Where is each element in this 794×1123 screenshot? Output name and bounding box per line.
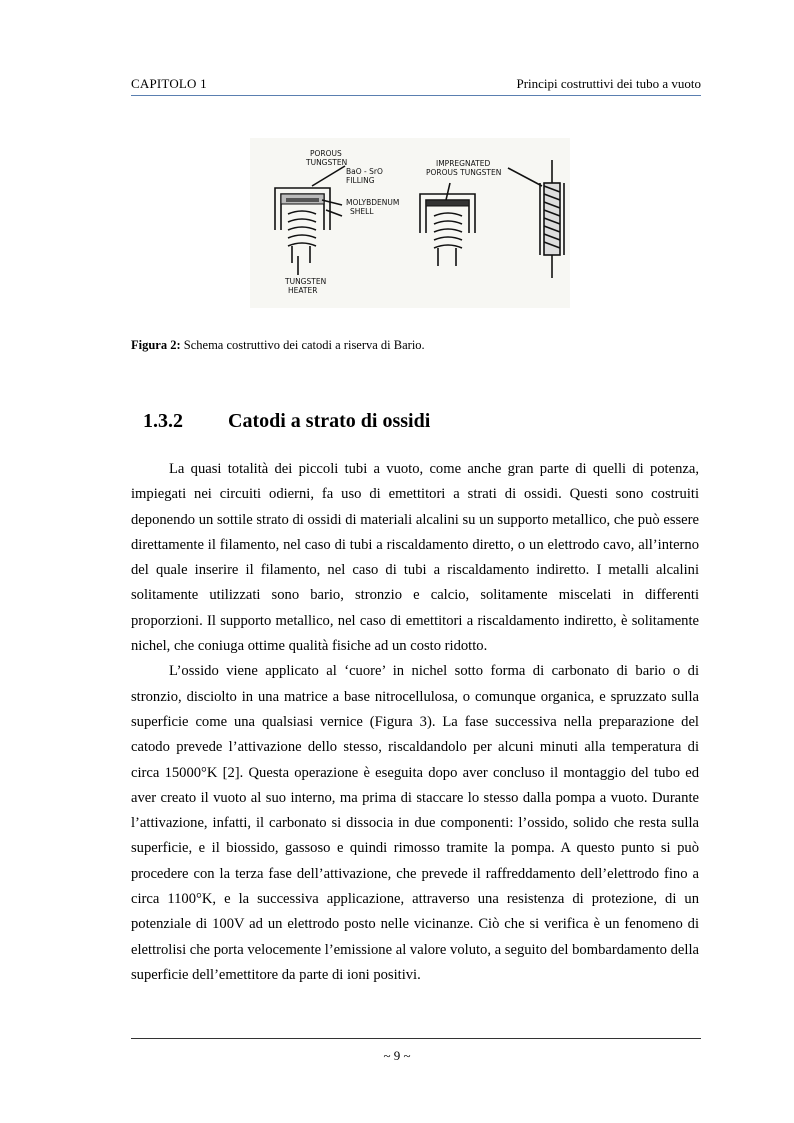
label-porous-1: POROUS [310, 149, 342, 158]
caption-label: Figura 2: [131, 338, 181, 352]
page-header [131, 76, 701, 94]
section-number: 1.3.2 [143, 410, 183, 432]
page-number: ~ 9 ~ [383, 1048, 411, 1063]
footer-divider [131, 1038, 701, 1039]
paragraph: L’ossido viene applicato al ‘cuore’ in nichel sotto forma di carbonato di bario o di stronzio, disciolto in una matrice a base nitrocellulosa, o comunque organica, e spruzzato sulla superficie come una qualsiasi vernice (Figura 3). La fase successiva nella preparazione del catodo prevede l’attivazione dello stesso, riscaldandolo per alcuni minuti alla temperatura di circa 15000°K [2]. Questa operazione è eseguita dopo aver concluso il montaggio del tubo ed aver creato il vuoto al suo interno, ma prima di staccare lo stesso dalla pompa a vuoto. Durante l’attivazione, infatti, il carbonato si dissocia in due componenti: l’ossido, solido che resta sulla superficie, e il biossido, gassoso e quindi rimosso tramite la pompa. A questo punto si può procedere con la terza fase dell’attivazione, che prevede il raffreddamento dell’elettrodo fino a circa 1100°K, e la successiva applicazione, attraverso una resistenza di protezione, di un potenziale di 100V ad un elettrodo posto nelle vicinanze. Ciò che si verifica è un fenomeno di elettrolisi che porta velocemente l’emissione al valore voluto, a seguito del bombardamento della superficie dell’emettitore da parte di ioni positivi. [131, 663, 699, 983]
chapter-label: CAPITOLO 1 [131, 76, 207, 91]
label-porous-2: TUNGSTEN [306, 158, 348, 167]
section-title: Catodi a strato di ossidi [228, 410, 431, 432]
body-text [131, 457, 699, 988]
section-heading [143, 410, 430, 433]
label-molybdenum-2: SHELL [350, 207, 374, 216]
label-impregnated-1: IMPREGNATED [436, 159, 491, 168]
label-heater-2: HEATER [288, 286, 318, 295]
cathode-diagram [250, 138, 570, 308]
label-filling-2: FILLING [346, 176, 375, 185]
caption-text: Schema costruttivo dei catodi a riserva di Bario. [180, 338, 425, 352]
cathode-figure [250, 138, 570, 308]
label-impregnated-2: POROUS TUNGSTEN [426, 168, 502, 177]
label-filling-1: BaO - SrO [346, 167, 383, 176]
label-heater-1: TUNGSTEN [285, 277, 327, 286]
figure-caption [131, 338, 425, 353]
label-molybdenum-1: MOLYBDENUM [346, 198, 400, 207]
header-title: Principi costruttivi dei tubo a vuoto [516, 76, 701, 91]
paragraph: La quasi totalità dei piccoli tubi a vuoto, come anche gran parte di quelli di potenza, impiegati nei circuiti odierni, fa uso di emettitori a strati di ossidi. Questi sono costruiti deponendo un sottile strato di ossidi di materiali alcalini su un supporto metallico, che può essere direttamente il filamento, nel caso di tubi a riscaldamento diretto, o un elettrodo cavo, all’interno del quale inserire il filamento, nel caso di tubi a riscaldamento indiretto. I metalli alcalini solitamente utilizzati sono bario, stronzio e calcio, solitamente miscelati in differenti proporzioni. Il supporto metallico, nel caso di emettitori a riscaldamento indiretto, è solitamente nichel, che coniuga ottime qualità fisiche ad un costo ridotto. [131, 461, 699, 655]
header-divider [131, 95, 701, 96]
